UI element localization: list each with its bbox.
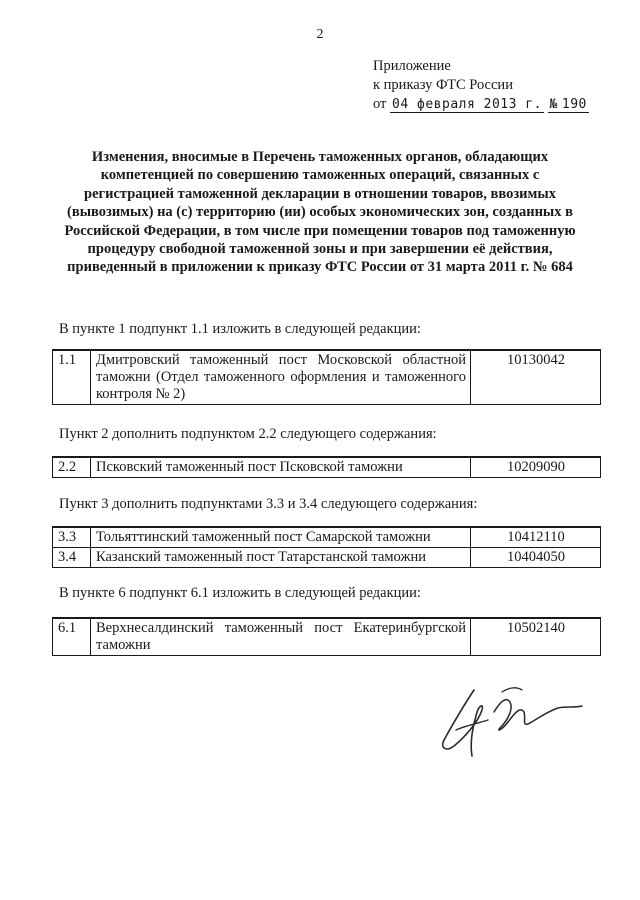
amendment-table: [52, 349, 601, 405]
table-row: [53, 350, 601, 405]
customs-post-code: 10502140: [471, 618, 601, 656]
appendix-date-line: [373, 95, 589, 114]
order-date: 04 февраля 2013 г.: [392, 97, 542, 112]
appendix-order-ref: к приказу ФТС России: [373, 77, 513, 93]
date-prefix: от: [373, 96, 387, 112]
customs-post-code: 10404050: [471, 548, 601, 568]
section-intro: В пункте 6 подпункт 6.1 изложить в следующей редакции:: [59, 585, 421, 601]
customs-post-code: 10209090: [471, 457, 601, 478]
section-intro: В пункте 1 подпункт 1.1 изложить в следующей редакции:: [59, 321, 421, 337]
customs-post-name: Казанский таможенный пост Татарстанской таможни: [91, 548, 471, 568]
document-title: Изменения, вносимые в Перечень таможенных органов, обладающих компетенцией по совершению таможенных операций, связанных с регистрацией таможенной декларации в отношении товаров, ввозимых (вывозимых) на (с) территорию (ии) особых экономических зон, созданных в Российской Федерации, в том числе при помещении товаров под таможенную процедуру свободной таможенной зоны и при завершении её действия, приведенный в приложении к приказу ФТС России от 31 марта 2011 г. № 684: [64, 149, 576, 276]
customs-post-code: 10130042: [471, 350, 601, 405]
section-intro: Пункт 2 дополнить подпунктом 2.2 следующего содержания:: [59, 426, 437, 442]
item-number: 3.4: [53, 548, 91, 568]
signature-icon: [436, 672, 586, 762]
appendix-label: Приложение: [373, 58, 451, 74]
table-row: [53, 527, 601, 548]
table-row: [53, 618, 601, 656]
amendment-table: [52, 526, 601, 568]
order-number: 190: [561, 97, 587, 112]
item-number: 2.2: [53, 457, 91, 478]
table-row: [53, 548, 601, 568]
item-number: 3.3: [53, 527, 91, 548]
table-row: [53, 457, 601, 478]
section-intro: Пункт 3 дополнить подпунктами 3.3 и 3.4 следующего содержания:: [59, 496, 478, 512]
amendment-table: [52, 617, 601, 656]
customs-post-name: Псковский таможенный пост Псковской таможни: [91, 457, 471, 478]
customs-post-name: Дмитровский таможенный пост Московской областной таможни (Отдел таможенного оформления и таможенного контроля № 2): [91, 350, 471, 405]
amendment-table: [52, 456, 601, 478]
item-number: 6.1: [53, 618, 91, 656]
customs-post-name: Верхнесалдинский таможенный пост Екатеринбургской таможни: [91, 618, 471, 656]
customs-post-name: Тольяттинский таможенный пост Самарской таможни: [91, 527, 471, 548]
page-number: 2: [316, 27, 324, 42]
item-number: 1.1: [53, 350, 91, 405]
appendix-header: [373, 57, 589, 114]
customs-post-code: 10412110: [471, 527, 601, 548]
number-sign: №: [549, 97, 558, 112]
